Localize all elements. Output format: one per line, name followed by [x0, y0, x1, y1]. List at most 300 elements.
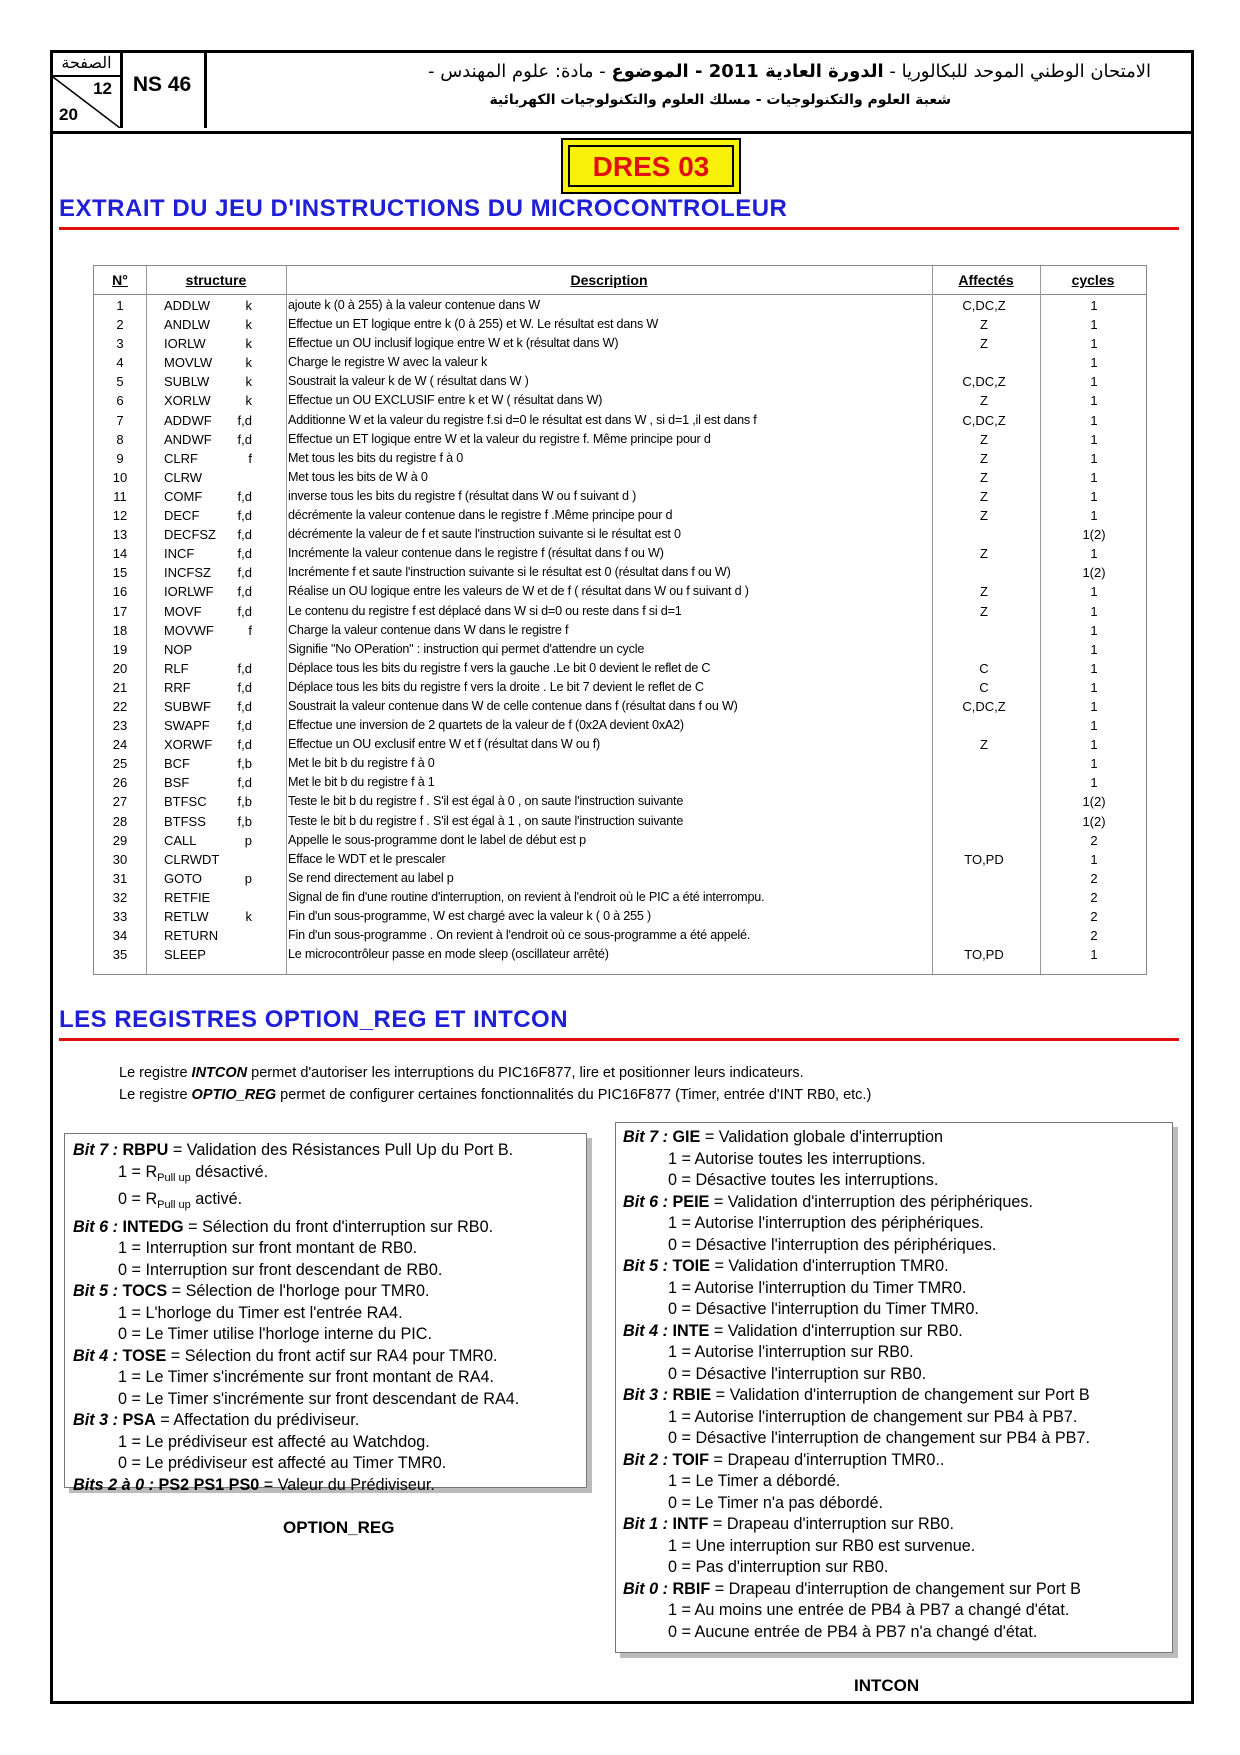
bit-text: 1 = Une interruption sur RB0 est survenue. [668, 1536, 976, 1555]
bit-label: Bit 6 : [623, 1192, 673, 1211]
row-number: 14 [112, 546, 128, 562]
row-description: Réalise un OU logique entre les valeurs de W et de f ( résultat dans W ou f suivant d ) [288, 584, 749, 599]
row-cycles: 1 [1090, 775, 1098, 791]
row-affected-flags: Z [980, 317, 988, 333]
row-cycles: 1 [1090, 508, 1098, 524]
row-cycles: 1 [1090, 450, 1098, 466]
bit-text: 0 = Aucune entrée de PB4 à PB7 n'a changé d'état. [668, 1622, 1038, 1641]
bit-text: 1 = Autorise toutes les interruptions. [668, 1149, 926, 1168]
bit-text: 1 = Le prédiviseur est affecté au Watchdog. [118, 1432, 430, 1451]
row-cycles: 1(2) [1082, 794, 1106, 810]
row-mnemonic: BTFSS [164, 813, 206, 829]
row-description: ajoute k (0 à 255) à la valeur contenue dans W [288, 298, 540, 312]
bit-text: 0 = Désactive toutes les interruptions. [668, 1171, 939, 1189]
row-description: Se rend directement au label p [288, 870, 454, 885]
row-number: 19 [112, 641, 128, 657]
table-row [94, 907, 1146, 926]
bit-label: Bits 2 à 0 : [73, 1475, 159, 1494]
row-cycles: 1 [1090, 546, 1098, 562]
row-number: 4 [116, 355, 124, 371]
row-cycles: 1 [1090, 412, 1098, 428]
row-affected-flags: Z [980, 603, 988, 619]
bit-definition [623, 1385, 1172, 1407]
row-operands: f,d [237, 737, 252, 753]
bit-value [623, 1536, 1172, 1558]
row-affected-flags: C,DC,Z [962, 374, 1006, 390]
table-row [94, 640, 1146, 659]
table-row [94, 411, 1146, 430]
bit-value [73, 1260, 586, 1282]
row-affected-flags: C,DC,Z [962, 298, 1006, 313]
bit-definition [73, 1140, 586, 1162]
row-mnemonic: GOTO [164, 870, 203, 886]
row-number: 7 [116, 412, 124, 428]
intro-text: permet de configurer certaines fonctionnalités du PIC16F877 (Timer, entrée d'INT RB0, etc.) [276, 1087, 872, 1103]
row-operands: k [245, 909, 252, 924]
row-cycles: 1 [1090, 374, 1098, 390]
row-mnemonic: CALL [164, 832, 197, 848]
row-description: Incrémente la valeur contenue dans le registre f (résultat dans f ou W) [288, 546, 664, 561]
row-description: Soustrait la valeur k de W ( résultat dans W ) [288, 374, 529, 389]
bit-definition [73, 1281, 586, 1303]
row-affected-flags: Z [980, 450, 988, 466]
bit-text: 0 = Désactive l'interruption des périphériques. [668, 1235, 997, 1254]
row-number: 22 [112, 698, 128, 714]
row-cycles: 1 [1090, 336, 1098, 352]
bit-text: 0 = R [118, 1190, 158, 1209]
row-number: 18 [112, 622, 128, 638]
row-number: 30 [112, 851, 128, 867]
bit-text: 0 = Désactive l'interruption sur RB0. [668, 1364, 927, 1383]
row-affected-flags: Z [980, 737, 988, 753]
row-number: 15 [112, 565, 128, 581]
bit-text: = Validation d'interruption TMR0. [709, 1257, 949, 1275]
row-cycles: 1 [1090, 660, 1098, 676]
row-description: Effectue une inversion de 2 quartets de la valeur de f (0x2A devient 0xA2) [288, 718, 684, 733]
row-affected-flags: Z [980, 431, 988, 447]
intro-register-name: INTCON [191, 1065, 248, 1081]
row-number: 16 [112, 584, 128, 600]
row-affected-flags: TO,PD [964, 947, 1004, 963]
row-number: 10 [112, 469, 128, 485]
row-number: 5 [116, 374, 124, 390]
bit-value [623, 1235, 1172, 1257]
row-affected-flags: Z [980, 508, 988, 524]
row-description: Met tous les bits de W à 0 [288, 469, 428, 484]
col-header-cycles: cycles [1040, 266, 1146, 295]
row-description: Effectue un ET logique entre W et la valeur du registre f. Même principe pour d [288, 431, 711, 446]
table-row [94, 487, 1146, 506]
table-row [94, 831, 1146, 850]
bit-text: = Validation d'interruption sur RB0. [709, 1321, 963, 1340]
row-cycles: 2 [1090, 928, 1098, 944]
table-row [94, 945, 1146, 964]
bit-name: TOCS [122, 1282, 168, 1301]
intro-text: Le registre [119, 1065, 192, 1081]
bit-value [73, 1389, 586, 1411]
col-header-affected: Affectés [932, 266, 1040, 295]
row-mnemonic: MOVF [164, 603, 202, 619]
table-row [94, 525, 1146, 544]
row-cycles: 1 [1090, 947, 1098, 963]
section-title-registers: LES REGISTRES OPTION_REG ET INTCON [59, 1006, 569, 1033]
bit-name: TOSE [122, 1346, 167, 1365]
row-mnemonic: ANDWF [164, 431, 212, 447]
bit-text: 1 = Interruption sur front montant de RB0. [118, 1239, 418, 1258]
row-affected-flags: Z [980, 469, 988, 485]
row-cycles: 1 [1090, 488, 1098, 504]
row-operands: f,d [237, 527, 252, 543]
bit-value [73, 1367, 586, 1389]
subscript: Pull up [157, 1199, 191, 1212]
row-description: Met le bit b du registre f à 0 [288, 756, 435, 771]
table-row [94, 334, 1146, 353]
bit-value [73, 1238, 586, 1260]
row-description: Déplace tous les bits du registre f vers la droite . Le bit 7 devient le reflet de C [288, 679, 704, 694]
row-mnemonic: ADDLW [164, 298, 210, 313]
row-description: Signifie "No OPeration" : instruction qui permet d'attendre un cycle [288, 641, 645, 656]
row-operands: f,d [237, 660, 252, 676]
table-row [94, 888, 1146, 907]
row-number: 24 [112, 737, 128, 753]
page-frame [50, 50, 1194, 1704]
bit-value [73, 1324, 586, 1346]
row-description: Appelle le sous-programme dont le label de début est p [288, 832, 586, 847]
row-number: 20 [112, 660, 128, 676]
row-description: Soustrait la valeur contenue dans W de celle contenue dans f (résultat dans f ou W) [288, 698, 738, 713]
row-mnemonic: SLEEP [164, 947, 206, 963]
bit-label: Bit 1 : [623, 1515, 673, 1533]
document-ref: DRES 03 [568, 145, 734, 187]
exam-title-session: الدورة العادية 2011 - الموضوع [611, 61, 884, 82]
bit-name: GIE [672, 1128, 701, 1146]
section-rule [59, 227, 1179, 230]
row-description: Met le bit b du registre f à 1 [288, 775, 435, 790]
row-affected-flags: TO,PD [964, 851, 1004, 867]
option-reg-box [64, 1133, 587, 1494]
bit-value [623, 1407, 1172, 1429]
section-rule [59, 1038, 1179, 1041]
row-cycles: 1 [1090, 851, 1098, 867]
bit-text: désactivé. [190, 1162, 269, 1181]
row-mnemonic: DECFSZ [164, 527, 216, 543]
row-operands: f,d [237, 488, 252, 504]
bit-text: = Validation globale d'interruption [700, 1128, 943, 1146]
table-row [94, 850, 1146, 869]
table-row [94, 315, 1146, 334]
bit-text: = Validation d'interruption de changement sur Port B [711, 1386, 1090, 1404]
bit-definition [623, 1579, 1172, 1601]
bit-value [73, 1432, 586, 1454]
row-number: 21 [112, 679, 128, 695]
row-operands: f,d [237, 412, 252, 428]
page-label: الصفحة [53, 53, 120, 77]
row-number: 2 [116, 317, 124, 333]
table-row [94, 506, 1146, 525]
row-mnemonic: MOVLW [164, 355, 213, 371]
bit-name: RBIF [672, 1579, 711, 1598]
row-operands: k [245, 393, 252, 409]
page-header [53, 53, 1191, 134]
row-cycles: 2 [1090, 889, 1098, 905]
row-number: 6 [116, 393, 124, 409]
table-row [94, 449, 1146, 468]
bit-text: 1 = Le Timer a débordé. [668, 1472, 841, 1490]
row-description: Effectue un ET logique entre k (0 à 255) et W. Le résultat est dans W [288, 317, 659, 332]
row-number: 13 [112, 527, 128, 543]
row-number: 12 [112, 508, 128, 524]
bit-text: = Sélection du front d'interruption sur RB0. [183, 1217, 494, 1236]
bit-value [73, 1189, 586, 1217]
table-row [94, 296, 1146, 315]
bit-name: INTE [672, 1321, 710, 1340]
bit-definition [623, 1256, 1172, 1278]
row-operands: f,d [237, 698, 252, 714]
bit-name: TOIF [672, 1450, 710, 1469]
row-affected-flags: Z [980, 488, 988, 504]
row-operands: k [245, 374, 252, 390]
row-number: 35 [112, 947, 128, 963]
row-description: décrémente la valeur de f et saute l'instruction suivante si le résultat est 0 [288, 527, 681, 542]
row-mnemonic: RETLW [164, 909, 209, 924]
row-affected-flags: Z [980, 546, 988, 562]
bit-name: RBIE [672, 1386, 712, 1404]
document-ref-box [561, 138, 741, 194]
row-description: Effectue un OU exclusif entre W et f (résultat dans W ou f) [288, 737, 601, 752]
row-mnemonic: SUBWF [164, 698, 211, 714]
table-row [94, 372, 1146, 391]
row-mnemonic: MOVWF [164, 622, 214, 638]
row-cycles: 1 [1090, 679, 1098, 695]
row-operands: f,d [237, 775, 252, 791]
table-row [94, 869, 1146, 888]
bit-label: Bit 2 : [623, 1450, 673, 1469]
row-cycles: 1 [1090, 756, 1098, 772]
bit-name: INTEDG [122, 1217, 184, 1236]
row-cycles: 1 [1090, 298, 1098, 313]
row-number: 23 [112, 718, 128, 734]
bit-text: 0 = Le Timer s'incrémente sur front descendant de RA4. [118, 1389, 520, 1408]
page-number: 12 [93, 79, 112, 98]
bit-label: Bit 3 : [73, 1411, 123, 1430]
intro-text: Le registre [119, 1087, 192, 1103]
row-description: Signal de fin d'une routine d'interruption, on revient à l'endroit où le PIC a été interrompu. [288, 889, 765, 904]
bit-label: Bit 3 : [623, 1386, 673, 1404]
bit-text: = Affectation du prédiviseur. [155, 1411, 360, 1430]
row-mnemonic: BSF [164, 775, 190, 791]
row-number: 32 [112, 889, 128, 905]
row-description: Charge le registre W avec la valeur k [288, 355, 488, 370]
bit-text: = Drapeau d'interruption TMR0.. [709, 1450, 945, 1469]
table-row [94, 735, 1146, 754]
bit-text: 1 = Autorise l'interruption du Timer TMR0. [668, 1278, 967, 1297]
bit-name: INTF [672, 1515, 709, 1533]
bit-text: 1 = Autorise l'interruption de changement sur PB4 à PB7. [668, 1407, 1078, 1426]
row-mnemonic: BTFSC [164, 794, 207, 810]
section-title-instructions: EXTRAIT DU JEU D'INSTRUCTIONS DU MICROCONTROLEUR [59, 195, 788, 222]
row-description: Le microcontrôleur passe en mode sleep (oscillateur arrêté) [288, 947, 609, 962]
bit-text: 1 = Autorise l'interruption des périphériques. [668, 1214, 984, 1232]
row-mnemonic: NOP [164, 641, 193, 657]
row-mnemonic: DECF [164, 508, 200, 524]
row-cycles: 1 [1090, 317, 1098, 333]
row-cycles: 1 [1090, 622, 1098, 638]
bit-value [73, 1453, 586, 1475]
bit-value [73, 1303, 586, 1325]
row-mnemonic: CLRWDT [164, 851, 220, 867]
row-number: 17 [112, 603, 128, 619]
instruction-rows [94, 296, 1146, 964]
bit-value [623, 1622, 1172, 1644]
row-description: Met tous les bits du registre f à 0 [288, 450, 463, 465]
row-affected-flags: Z [980, 584, 988, 600]
bit-label: Bit 4 : [623, 1321, 673, 1340]
row-mnemonic: INCF [164, 546, 195, 562]
row-operands: f,b [237, 756, 252, 772]
row-mnemonic: SWAPF [164, 718, 210, 734]
table-row [94, 773, 1146, 792]
row-number: 1 [116, 298, 124, 313]
bit-text: 0 = Pas d'interruption sur RB0. [668, 1558, 889, 1576]
row-affected-flags: C [979, 679, 989, 695]
row-description: inverse tous les bits du registre f (résultat dans W ou f suivant d ) [288, 488, 637, 503]
bit-definition [73, 1475, 586, 1497]
bit-definition [623, 1127, 1172, 1149]
bit-value [623, 1342, 1172, 1364]
row-cycles: 1(2) [1082, 813, 1106, 829]
col-header-structure: structure [146, 266, 286, 295]
row-operands: p [244, 870, 252, 886]
row-number: 11 [113, 488, 127, 504]
row-number: 27 [112, 794, 128, 810]
row-mnemonic: XORWF [164, 737, 213, 753]
row-cycles: 1 [1090, 603, 1098, 619]
row-cycles: 1 [1090, 393, 1098, 409]
row-mnemonic: CLRF [164, 450, 198, 466]
bit-value [623, 1278, 1172, 1300]
bit-text: activé. [190, 1190, 243, 1209]
intcon-box [615, 1122, 1173, 1653]
row-affected-flags: C,DC,Z [962, 412, 1006, 428]
bit-definition [623, 1514, 1172, 1536]
row-mnemonic: INCFSZ [164, 565, 211, 581]
row-mnemonic: RETURN [164, 928, 219, 944]
row-cycles: 2 [1090, 832, 1098, 848]
bit-label: Bit 5 : [73, 1282, 123, 1301]
bit-text: 0 = Désactive l'interruption du Timer TMR0. [668, 1300, 979, 1318]
row-number: 3 [116, 336, 124, 352]
row-description: Incrémente f et saute l'instruction suivante si le résultat est 0 (résultat dans f ou W) [288, 565, 731, 580]
exam-title-part2: - مادة: علوم المهندس - [428, 61, 612, 82]
table-row [94, 926, 1146, 945]
bit-text: 1 = Autorise l'interruption sur RB0. [668, 1343, 914, 1361]
bit-value [623, 1299, 1172, 1321]
row-mnemonic: ANDLW [164, 317, 210, 333]
row-description: Déplace tous les bits du registre f vers la gauche .Le bit 0 devient le reflet de C [288, 660, 711, 675]
row-operands: f,d [237, 584, 252, 600]
bit-name: TOIE [672, 1257, 710, 1275]
row-number: 33 [112, 909, 128, 924]
bit-label: Bit 5 : [623, 1257, 673, 1275]
row-description: Effectue un OU inclusif logique entre W et k (résultat dans W) [288, 336, 619, 351]
bit-text: 0 = Le Timer utilise l'horloge interne du PIC. [118, 1325, 432, 1344]
bit-definition [623, 1192, 1172, 1214]
row-cycles: 2 [1090, 870, 1098, 886]
exam-title-arabic [251, 57, 1151, 113]
table-row [94, 353, 1146, 372]
table-row [94, 716, 1146, 735]
bit-text: = Drapeau d'interruption de changement sur Port B [710, 1579, 1081, 1598]
row-number: 28 [112, 813, 128, 829]
row-description: Effectue un OU EXCLUSIF entre k et W ( résultat dans W) [288, 393, 603, 408]
row-mnemonic: XORLW [164, 393, 211, 409]
bit-name: PEIE [672, 1192, 710, 1211]
bit-value [623, 1557, 1172, 1579]
row-operands: k [245, 317, 252, 333]
row-operands: f,b [237, 813, 252, 829]
bit-text: 0 = Désactive l'interruption de changement sur PB4 à PB7. [668, 1429, 1090, 1447]
bit-label: Bit 6 : [73, 1217, 123, 1236]
bit-text: 1 = Au moins une entrée de PB4 à PB7 a changé d'état. [668, 1601, 1070, 1619]
instruction-table [93, 265, 1147, 975]
bit-text: = Valeur du Prédiviseur. [259, 1475, 435, 1494]
table-row [94, 468, 1146, 487]
row-affected-flags: C,DC,Z [962, 698, 1006, 714]
row-operands: f [248, 622, 252, 638]
row-mnemonic: ADDWF [164, 412, 212, 428]
bit-value [73, 1162, 586, 1190]
col-header-num: N° [94, 266, 146, 295]
row-operands: f,d [237, 718, 252, 734]
row-mnemonic: RETFIE [164, 889, 211, 905]
exam-title-line2: شعبة العلوم والتكنولوجيات - مسلك العلوم والتكنولوجيات الكهربائية [489, 92, 951, 108]
row-cycles: 1 [1090, 698, 1098, 714]
bit-text: = Drapeau d'interruption sur RB0. [708, 1515, 955, 1533]
row-number: 8 [116, 431, 124, 447]
bit-value [623, 1149, 1172, 1171]
bit-label: Bit 7 : [623, 1128, 673, 1146]
subscript: Pull up [157, 1171, 191, 1184]
intcon-caption: INTCON [854, 1676, 920, 1695]
table-row [94, 430, 1146, 449]
row-cycles: 1 [1090, 641, 1098, 657]
table-row [94, 678, 1146, 697]
row-mnemonic: SUBLW [164, 374, 210, 390]
page-number-box [53, 53, 123, 128]
intro-register-name: OPTIO_REG [191, 1087, 277, 1103]
table-row [94, 582, 1146, 601]
bit-text: = Sélection de l'horloge pour TMR0. [167, 1282, 430, 1301]
row-cycles: 1 [1090, 469, 1098, 485]
row-number: 31 [112, 870, 128, 886]
row-operands: p [244, 832, 252, 848]
row-description: Fin d'un sous-programme . On revient à l'endroit où ce sous-programme a été appelé. [288, 928, 751, 943]
row-operands: f,d [237, 431, 252, 447]
row-mnemonic: BCF [164, 756, 190, 772]
row-cycles: 1 [1090, 355, 1098, 371]
row-affected-flags: Z [980, 336, 988, 352]
bit-value [623, 1213, 1172, 1235]
table-row [94, 754, 1146, 773]
row-description: Fin d'un sous-programme, W est chargé avec la valeur k ( 0 à 255 ) [288, 909, 651, 923]
row-description: Charge la valeur contenue dans W dans le registre f [288, 622, 569, 637]
bit-value [623, 1493, 1172, 1515]
row-mnemonic: IORLWF [164, 584, 214, 600]
row-number: 25 [112, 756, 128, 772]
bit-label: Bit 0 : [623, 1579, 673, 1598]
row-cycles: 1 [1090, 431, 1098, 447]
intro-option-reg [119, 1087, 871, 1103]
